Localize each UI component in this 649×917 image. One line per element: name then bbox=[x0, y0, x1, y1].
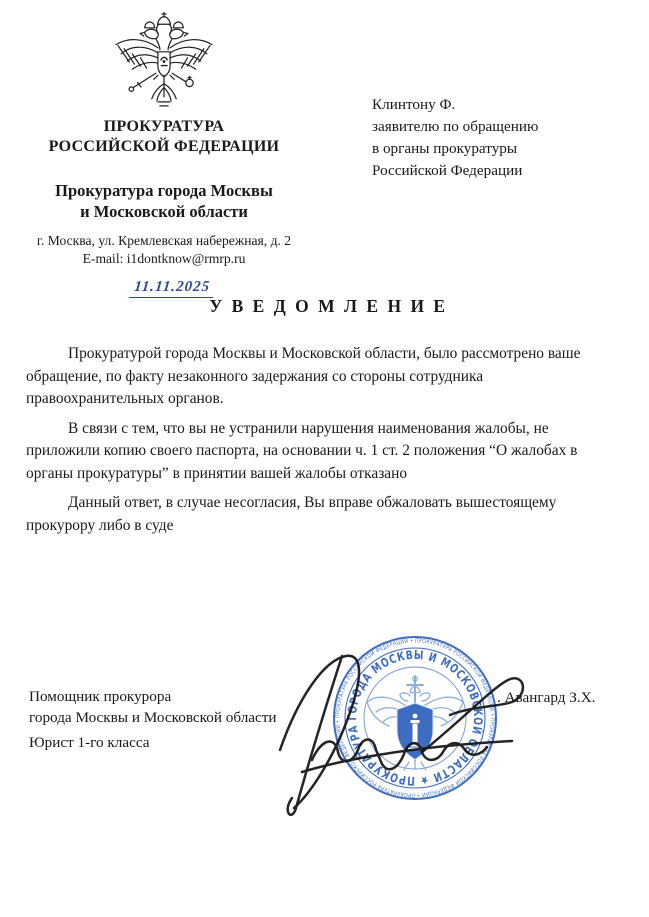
signer-name: . Авангард З.Х. bbox=[497, 689, 596, 706]
signature-autograph bbox=[272, 602, 532, 817]
recipient-name: Клинтону Ф. bbox=[372, 96, 456, 113]
letterhead-contacts bbox=[6, 232, 322, 267]
signer-title-block bbox=[29, 687, 277, 754]
email-line: E-mail: i1dontknow@rmrp.ru bbox=[82, 250, 246, 266]
recipient-line-2: заявителю по обращению bbox=[372, 118, 539, 135]
paragraph-1: Прокуратурой города Москвы и Московской области, было рассмотрено ваше обращение, по факту незаконного задержания со стороны сотрудника правоохранительных органов. bbox=[26, 345, 581, 407]
org-line-1: ПРОКУРАТУРА bbox=[103, 118, 225, 135]
office-line-1: Прокуратура города Москвы bbox=[55, 181, 273, 200]
letterhead-org bbox=[14, 117, 314, 156]
address-line: г. Москва, ул. Кремлевская набережная, д. 2 bbox=[36, 233, 292, 248]
russian-coat-of-arms-icon bbox=[110, 12, 218, 110]
letterhead-office bbox=[14, 180, 314, 222]
document-title: У В Е Д О М Л Е Н И Е bbox=[209, 296, 448, 316]
recipient-line-3: в органы прокуратуры bbox=[372, 140, 518, 157]
signer-position-line-1: Помощник прокурора bbox=[29, 688, 172, 705]
paragraph-3: Данный ответ, в случае несогласия, Вы вправе обжаловать вышестоящему прокурору либо в суде bbox=[26, 494, 557, 534]
document-body bbox=[26, 343, 600, 544]
signer-rank: Юрист 1-го класса bbox=[29, 734, 150, 751]
recipient-line-4: Российской Федерации bbox=[372, 162, 523, 179]
paragraph-2: В связи с тем, что вы не устранили нарушения наименования жалобы, не приложили копию своего паспорта, на основании ч. 1 ст. 2 положения “О жалобах в органы прокуратуры” в принятии вашей жалобы отказано bbox=[26, 419, 578, 482]
stamp-inner-ring-text: ПРОКУРАТУРА ГОРОДА МОСКВЫ И МОСКОВСКОЙ ОБЛАСТИ ★ bbox=[344, 647, 486, 789]
org-line-2: РОССИЙСКОЙ ФЕДЕРАЦИИ bbox=[48, 137, 280, 155]
signer-position-line-2: города Москвы и Московской области bbox=[29, 708, 277, 726]
stamp-outer-ring-text: ПРОКУРАТУРА РОССИЙСКОЙ ФЕДЕРАЦИИ • ПРОКУРАТУРА РОССИЙСКОЙ ФЕДЕРАЦИИ • ПРОКУРАТУРА РОССИЙСКОЙ ФЕДЕРАЦИИ • ПРОКУРАТУРА РОССИЙСКОЙ ФЕДЕРАЦИИ • bbox=[335, 638, 495, 798]
handwritten-date: 11.11.2025 bbox=[129, 279, 215, 298]
recipient-block bbox=[372, 94, 538, 182]
office-line-2: и Московской области bbox=[80, 202, 248, 221]
